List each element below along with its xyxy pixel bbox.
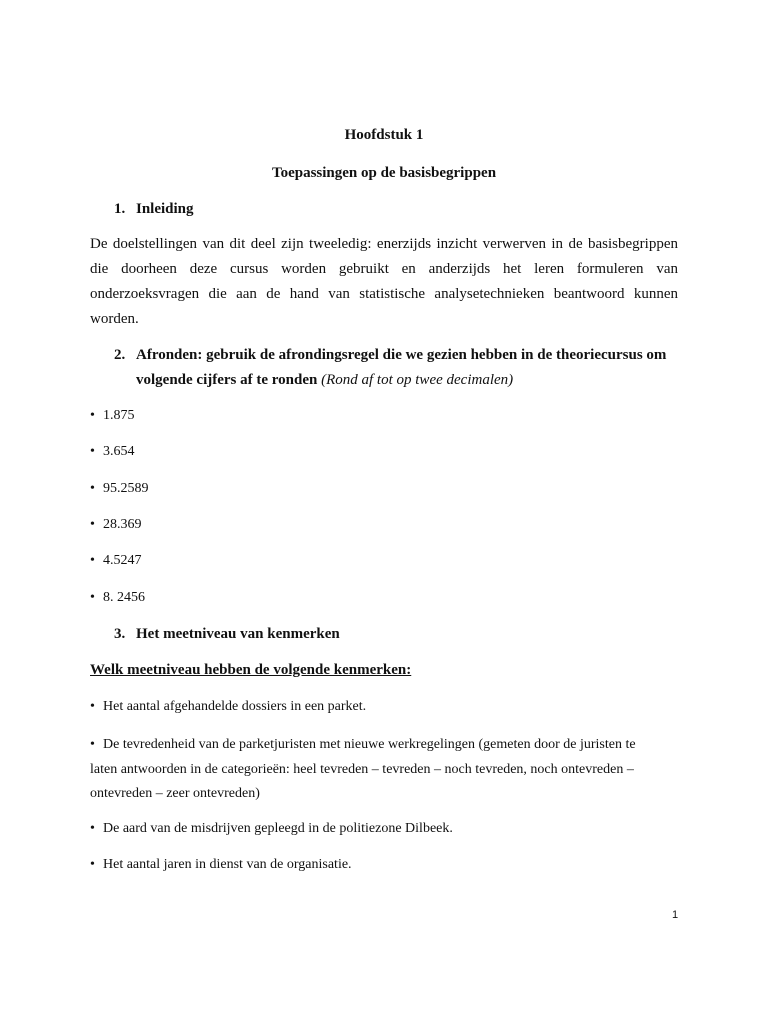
list-item-text-continued: laten antwoorden in de categorieën: heel tevreden – tevreden – noch tevreden, noch ontevreden – bbox=[90, 762, 634, 777]
section-number: 3. bbox=[114, 626, 126, 642]
list-item-text: 1.875 bbox=[103, 408, 135, 423]
section-note: (Rond af tot op twee decimalen) bbox=[321, 372, 514, 388]
bullet: • bbox=[90, 737, 95, 752]
paragraph-line: onderzoeksvragen die aan de hand van statistische analysetechnieken beantwoord kunnen bbox=[90, 286, 678, 302]
chapter-title: Hoofdstuk 1 bbox=[344, 127, 424, 143]
paragraph-line: De doelstellingen van dit deel zijn tweeledig: enerzijds inzicht verwerven in de basisbegrippen bbox=[90, 236, 678, 252]
section-number: 1. bbox=[114, 201, 126, 217]
list-item-text: Het aantal jaren in dienst van de organisatie. bbox=[103, 857, 352, 872]
list-item-text: De tevredenheid van de parketjuristen met nieuwe werkregelingen (gemeten door de juristen te bbox=[103, 737, 636, 752]
page-number: 1 bbox=[672, 909, 679, 921]
paragraph-line: die doorheen deze cursus worden gebruikt en anderzijds het leren formuleren van bbox=[90, 261, 678, 277]
section-title-continued bbox=[136, 372, 513, 389]
list-item-text: 3.654 bbox=[103, 444, 135, 459]
bullet: • bbox=[90, 699, 95, 714]
paragraph-line: worden. bbox=[90, 311, 139, 327]
chapter-subtitle: Toepassingen op de basisbegrippen bbox=[271, 165, 497, 181]
section-number: 2. bbox=[114, 347, 126, 363]
list-item-text: 28.369 bbox=[103, 517, 142, 532]
section-title: Het meetniveau van kenmerken bbox=[136, 626, 340, 642]
bullet: • bbox=[90, 590, 95, 605]
list-item-text: 8. 2456 bbox=[103, 590, 145, 605]
bullet: • bbox=[90, 408, 95, 423]
list-item-text: 4.5247 bbox=[103, 553, 142, 568]
list-item-text: Het aantal afgehandelde dossiers in een parket. bbox=[103, 699, 367, 714]
list-item-text-continued: ontevreden – zeer ontevreden) bbox=[90, 786, 260, 801]
section-title: Inleiding bbox=[136, 201, 194, 217]
list-item-text: De aard van de misdrijven gepleegd in de politiezone Dilbeek. bbox=[103, 821, 453, 836]
section-title-line2: volgende cijfers af te ronden bbox=[136, 372, 318, 388]
bullet: • bbox=[90, 553, 95, 568]
list-item-text: 95.2589 bbox=[103, 481, 149, 496]
section-title: Afronden: gebruik de afrondingsregel die we gezien hebben in de theoriecursus om bbox=[136, 347, 667, 363]
bullet: • bbox=[90, 517, 95, 532]
question-heading: Welk meetniveau hebben de volgende kenmerken: bbox=[90, 662, 412, 678]
bullet: • bbox=[90, 481, 95, 496]
bullet: • bbox=[90, 444, 95, 459]
bullet: • bbox=[90, 821, 95, 836]
bullet: • bbox=[90, 857, 95, 872]
